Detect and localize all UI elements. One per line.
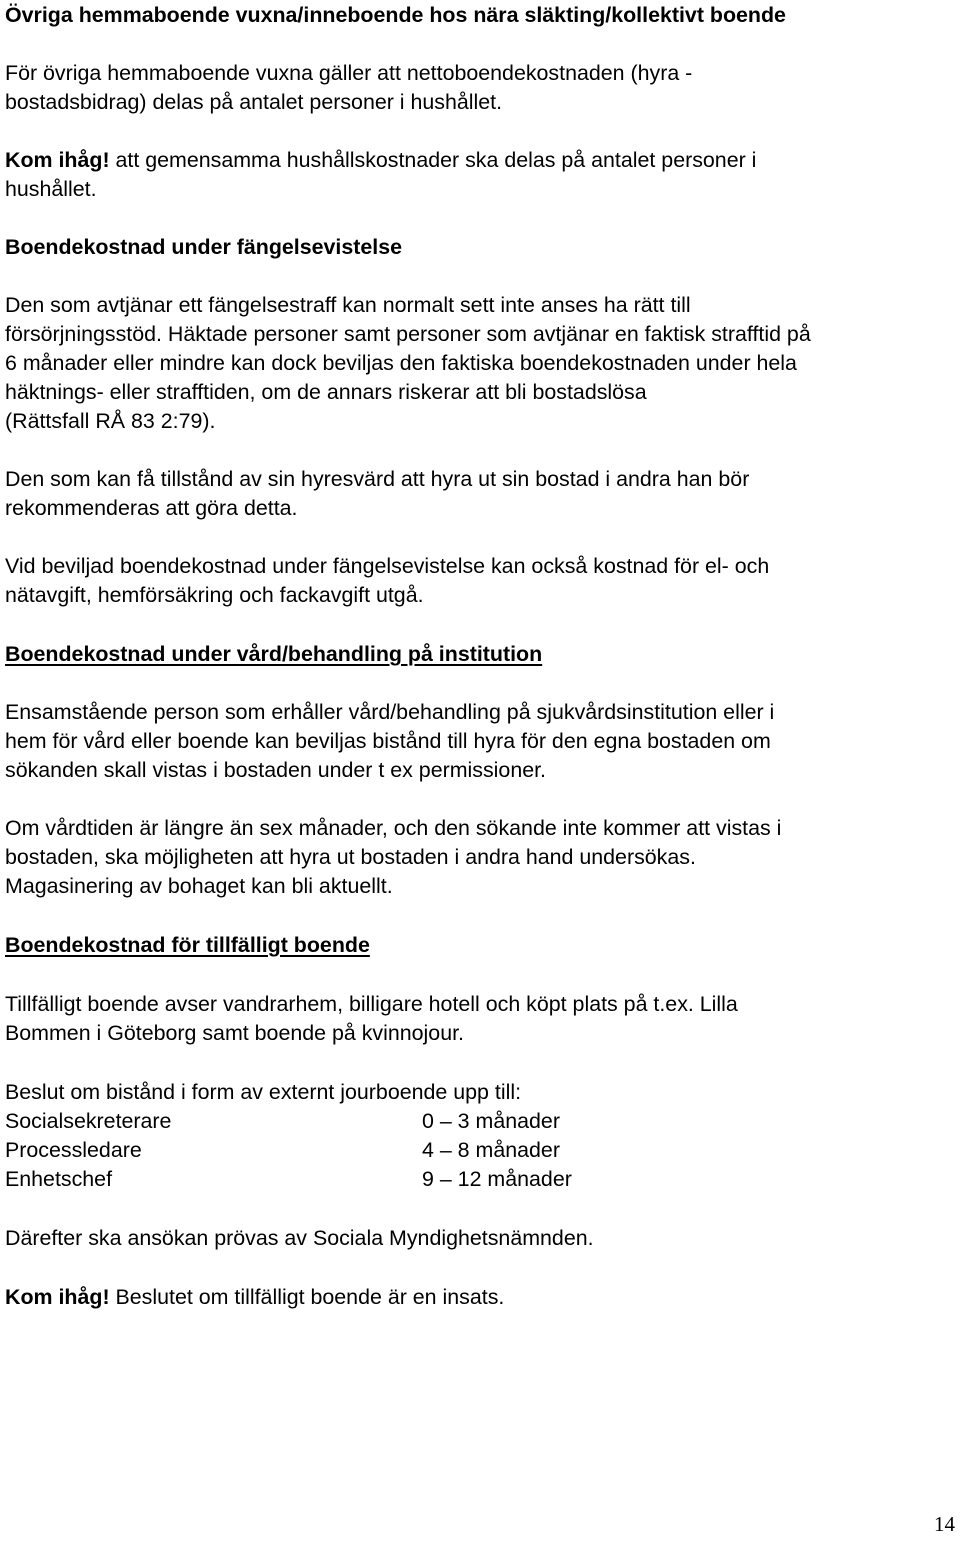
sec1-paragraph-line: bostadsbidrag) delas på antalet personer i hushållet.: [5, 90, 503, 114]
sec2-paragraph-line: nätavgift, hemförsäkring och fackavgift utgå.: [5, 583, 424, 607]
decision-period: 9 – 12 månader: [422, 1167, 572, 1191]
reminder-label: Kom ihåg!: [5, 148, 110, 172]
sec2-text-part: Häktade personer samt personer som avtjänar en faktisk strafftid på: [161, 322, 811, 346]
sec1-paragraph-line: För övriga hemmaboende vuxna gäller att nettoboendekostnaden (hyra -: [5, 61, 693, 85]
sec4-paragraph-line: Bommen i Göteborg samt boende på kvinnojour.: [5, 1021, 464, 1045]
sec1-reminder-line: hushållet.: [5, 177, 97, 201]
sec3-paragraph-line: Ensamstående person som erhåller vård/behandling på sjukvårdsinstitution eller i: [5, 700, 775, 724]
sec2-paragraph-line: rekommenderas att göra detta.: [5, 496, 298, 520]
page-number: 14: [934, 1512, 955, 1536]
decision-role: Socialsekreterare: [5, 1109, 172, 1133]
reminder-text: Beslutet om tillfälligt boende är en insats.: [109, 1285, 505, 1309]
sec3-paragraph-line: sökanden skall vistas i bostaden under t ex permissioner.: [5, 758, 547, 782]
section-heading-temporary: Boendekostnad för tillfälligt boende: [5, 933, 370, 957]
sec2-paragraph-line: [5, 320, 811, 349]
sec2-paragraph-line: (Rättsfall RÅ 83 2:79).: [5, 409, 216, 433]
sec3-paragraph-line: Om vårdtiden är längre än sex månader, och den sökande inte kommer att vistas i: [5, 816, 782, 840]
sec2-paragraph-line: Vid beviljad boendekostnad under fängelsevistelse kan också kostnad för el- och: [5, 554, 770, 578]
decision-role: Enhetschef: [5, 1167, 113, 1191]
decision-intro: Beslut om bistånd i form av externt jourboende upp till:: [5, 1080, 522, 1104]
decision-period: 0 – 3 månader: [422, 1109, 560, 1133]
decision-row: [5, 1107, 560, 1136]
sec3-paragraph-line: hem för vård eller boende kan beviljas bistånd till hyra för den egna bostaden om: [5, 729, 771, 753]
sec2-paragraph-line: 6 månader eller mindre kan dock beviljas den faktiska boendekostnaden under hela: [5, 351, 797, 375]
sec1-reminder: [5, 146, 756, 175]
reminder-label: Kom ihåg!: [5, 1285, 110, 1309]
sec2-paragraph-line: Den som kan få tillstånd av sin hyresvärd att hyra ut sin bostad i andra han bör: [5, 467, 750, 491]
sec4-paragraph-line: Tillfälligt boende avser vandrarhem, billigare hotell och köpt plats på t.ex. Lilla: [5, 992, 738, 1016]
sec3-paragraph-line: Magasinering av bohaget kan bli aktuellt.: [5, 874, 393, 898]
page-title: Övriga hemmaboende vuxna/inneboende hos nära släkting/kollektivt boende: [5, 3, 786, 27]
decision-row: [5, 1165, 572, 1194]
decision-row: [5, 1136, 560, 1165]
sec4-reminder: [5, 1283, 504, 1312]
sec2-paragraph-line: Den som avtjänar ett fängelsestraff kan normalt sett inte anses ha rätt till: [5, 293, 691, 317]
decision-role: Processledare: [5, 1138, 142, 1162]
section-heading-prison: Boendekostnad under fängelsevistelse: [5, 235, 403, 259]
decision-period: 4 – 8 månader: [422, 1138, 560, 1162]
sec4-after-text: Därefter ska ansökan prövas av Sociala Myndighetsnämnden.: [5, 1226, 594, 1250]
sec2-text-part: försörjningsstöd.: [5, 322, 162, 346]
sec2-paragraph-line: häktnings- eller strafftiden, om de annars riskerar att bli bostadslösa: [5, 380, 647, 404]
reminder-text: att gemensamma hushållskostnader ska delas på antalet personer i: [109, 148, 757, 172]
section-heading-institution: Boendekostnad under vård/behandling på institution: [5, 642, 543, 666]
sec3-paragraph-line: bostaden, ska möjligheten att hyra ut bostaden i andra hand undersökas.: [5, 845, 696, 869]
